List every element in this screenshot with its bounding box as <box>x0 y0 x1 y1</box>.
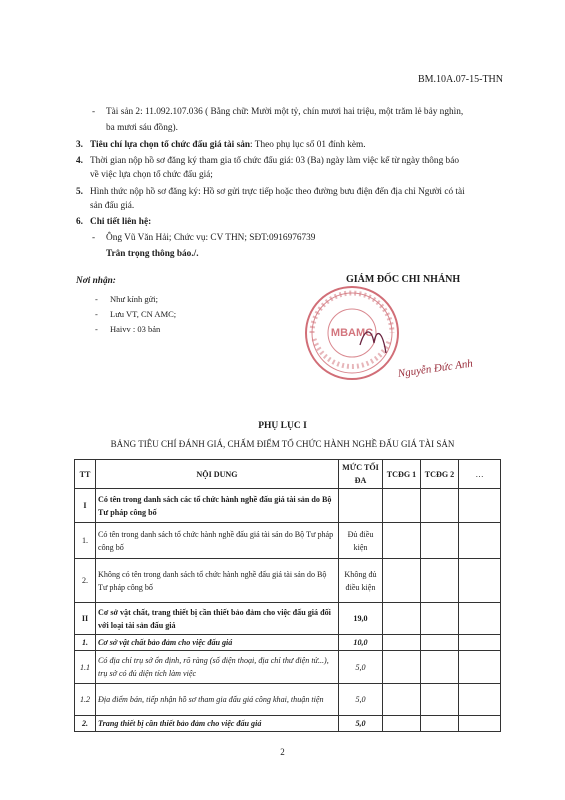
row-tt: 1. <box>75 635 96 651</box>
row-tcdg2 <box>421 523 459 559</box>
row-max: Không đủ điều kiện <box>339 559 383 603</box>
row-tcdg2 <box>421 489 459 523</box>
row-max: 19,0 <box>339 603 383 635</box>
row-content: Có địa chỉ trụ sở ổn định, rõ ràng (số điện thoại, địa chỉ thư điện tử...), trụ sở có đủ diện tích làm việc <box>96 651 339 684</box>
row-max: 5,0 <box>339 651 383 684</box>
row-tcdg2 <box>421 651 459 684</box>
table-row <box>75 684 501 716</box>
asset2-line-2: ba mươi sáu đồng). <box>106 123 178 133</box>
item-4-line-1: Thời gian nộp hồ sơ đăng ký tham gia tổ chức đấu giá: 03 (Ba) ngày làm việc kể từ ngày thông báo <box>90 156 459 166</box>
appendix-subtitle: BẢNG TIÊU CHÍ ĐÁNH GIÁ, CHẤM ĐIỂM TỔ CHỨC HÀNH NGHỀ ĐẤU GIÁ TÀI SẢN <box>110 439 455 449</box>
recipient-dash: - <box>95 324 98 334</box>
company-stamp <box>302 283 402 383</box>
criteria-table <box>74 459 501 732</box>
table-row <box>75 716 501 732</box>
contact-bullet: - <box>92 233 96 243</box>
row-tcdg1 <box>383 684 421 716</box>
item-3-label: Tiêu chí lựa chọn tổ chức đấu giá tài sản <box>90 140 251 150</box>
row-tcdg1 <box>383 489 421 523</box>
item-5-number: 5. <box>76 187 83 197</box>
table-row <box>75 559 501 603</box>
table-row <box>75 635 501 651</box>
row-tcdg2 <box>421 684 459 716</box>
recipient-item: Haivv : 03 bản <box>110 324 161 334</box>
item-3 <box>90 137 366 153</box>
row-tt: 2. <box>75 559 96 603</box>
row-tt: 2. <box>75 716 96 732</box>
row-max: 5,0 <box>339 684 383 716</box>
item-3-text: : Theo phụ lục số 01 đính kèm. <box>250 140 366 150</box>
row-tcdg1 <box>383 603 421 635</box>
table-row <box>75 523 501 559</box>
item-6-number: 6. <box>76 217 83 227</box>
item-5-line-1: Hình thức nộp hồ sơ đăng ký: Hồ sơ gửi trực tiếp hoặc theo đường bưu điện đến địa chỉ Người có tài <box>90 187 465 197</box>
document-code: BM.10A.07-15-THN <box>418 74 503 85</box>
row-more <box>459 523 501 559</box>
table-row <box>75 603 501 635</box>
signer-name: Nguyễn Đức Anh <box>397 357 474 380</box>
row-tcdg1 <box>383 651 421 684</box>
appendix-title: PHỤ LỤC I <box>258 421 307 431</box>
table-header-row <box>75 460 501 489</box>
row-tcdg2 <box>421 559 459 603</box>
row-max: Đủ điều kiện <box>339 523 383 559</box>
table-row <box>75 651 501 684</box>
row-tcdg1 <box>383 635 421 651</box>
row-tcdg1 <box>383 559 421 603</box>
row-max <box>339 489 383 523</box>
row-more <box>459 716 501 732</box>
row-content: Địa điểm bán, tiếp nhận hồ sơ tham gia đấu giá công khai, thuận tiện <box>96 684 339 716</box>
header-max: MỨC TỐI ĐA <box>339 460 383 489</box>
row-more <box>459 603 501 635</box>
header-more: … <box>459 460 501 489</box>
asset2-line-1: Tài sản 2: 11.092.107.036 ( Bằng chữ: Mười một tỷ, chín mươi hai triệu, một trăm lẻ bảy nghìn, <box>106 107 464 117</box>
item-4-number: 4. <box>76 156 83 166</box>
row-content: Trang thiết bị cần thiết bảo đảm cho việc đấu giá <box>96 716 339 732</box>
contact-line: Ông Vũ Văn Hải; Chức vụ: CV THN; SĐT:0916976739 <box>106 233 316 243</box>
recipients-heading: Nơi nhận: <box>76 276 116 286</box>
recipient-dash: - <box>95 309 98 319</box>
row-more <box>459 635 501 651</box>
item-6-label: Chi tiết liên hệ: <box>90 217 152 227</box>
table-row <box>75 489 501 523</box>
signature-title: GIÁM ĐỐC CHI NHÁNH <box>346 274 461 285</box>
header-content: NỘI DUNG <box>96 460 339 489</box>
row-tcdg1 <box>383 716 421 732</box>
row-tt: 1.2 <box>75 684 96 716</box>
item-3-number: 3. <box>76 140 83 150</box>
row-more <box>459 559 501 603</box>
row-tcdg2 <box>421 716 459 732</box>
row-tt: II <box>75 603 96 635</box>
row-content: Có tên trong danh sách các tổ chức hành nghề đấu giá tài sản do Bộ Tư pháp công bố <box>96 489 339 523</box>
row-max: 10,0 <box>339 635 383 651</box>
header-tcdg1: TCĐG 1 <box>383 460 421 489</box>
closing-line: Trân trọng thông báo./. <box>106 249 199 259</box>
item-5-line-2: sản đấu giá. <box>90 201 135 211</box>
row-tt: I <box>75 489 96 523</box>
row-more <box>459 651 501 684</box>
row-max: 5,0 <box>339 716 383 732</box>
row-tt: 1.1 <box>75 651 96 684</box>
stamp-logo: MBAMC <box>330 327 374 339</box>
row-content: Cơ sở vật chất, trang thiết bị cần thiết bảo đảm cho việc đấu giá đối với loại tài sản đấu giá <box>96 603 339 635</box>
row-tcdg2 <box>421 603 459 635</box>
row-content: Cơ sở vật chất bảo đảm cho việc đấu giá <box>96 635 339 651</box>
item-4-line-2: về việc lựa chọn tổ chức đấu giá; <box>90 170 213 180</box>
recipient-dash: - <box>95 294 98 304</box>
row-content: Có tên trong danh sách tổ chức hành nghề đấu giá tài sản do Bộ Tư pháp công bố <box>96 523 339 559</box>
header-tt: TT <box>75 460 96 489</box>
header-tcdg2: TCĐG 2 <box>421 460 459 489</box>
row-tcdg1 <box>383 523 421 559</box>
recipient-item: Như kính gửi; <box>110 294 158 304</box>
recipient-item: Lưu VT, CN AMC; <box>110 309 177 319</box>
row-tcdg2 <box>421 635 459 651</box>
row-more <box>459 684 501 716</box>
page-number: 2 <box>280 747 285 757</box>
row-content: Không có tên trong danh sách tổ chức hành nghề đấu giá tài sản do Bộ Tư pháp công bố <box>96 559 339 603</box>
row-more <box>459 489 501 523</box>
bullet: - <box>92 107 96 117</box>
row-tt: 1. <box>75 523 96 559</box>
